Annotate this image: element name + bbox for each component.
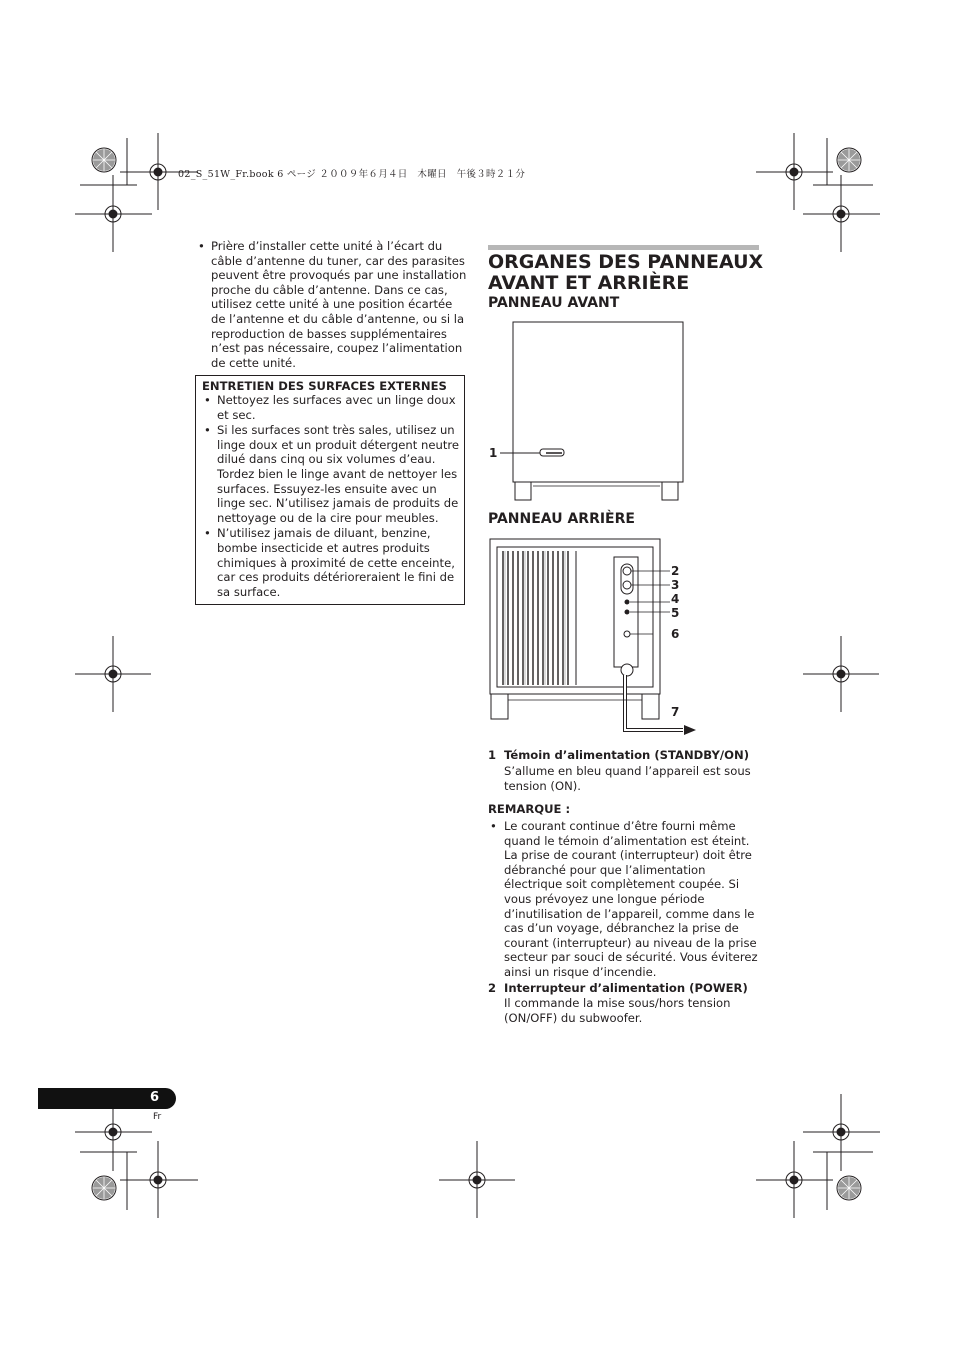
- installation-note: • Prière d’installer cette unité à l’écart du câble d’antenne du tuner, car des parasites peuvent être provoqués par une installation proche du câble d’antenne. Dans ce cas, utilisez cette unité à une position écartée de l’antenne et du câble d’antenne, ou si la reproduction de basses supplémentaires n’est pas nécessaire, coupez l’alimentation de cette unité.: [196, 239, 468, 370]
- rear-callout-3: 3: [671, 578, 680, 592]
- list-item: • N’utilisez jamais de diluant, benzine, bombe insecticide et autres produits chimiques à proximité de cette enceinte, car ces produits détérioreraient le fini de sa surface.: [202, 526, 460, 599]
- section-title: ORGANES DES PANNEAUX AVANT ET ARRIÈRE: [488, 251, 764, 294]
- rear-panel-heading: PANNEAU ARRIÈRE: [488, 511, 635, 527]
- section-rule: [488, 245, 759, 250]
- front-panel-diagram: [488, 320, 688, 505]
- rear-callout-6: 6: [671, 627, 680, 641]
- remarque-label: REMARQUE :: [488, 802, 571, 816]
- rear-callout-7: 7: [671, 705, 680, 719]
- left-column: [196, 239, 468, 370]
- item-1-description: S’allume en bleu quand l’appareil est sous tension (ON).: [504, 764, 751, 793]
- maintenance-box: [195, 375, 465, 605]
- file-info-header: 02_S_51W_Fr.book 6 ページ ２００９年６月４日 木曜日 午後３時２１分: [178, 169, 526, 180]
- item-2-title: Interrupteur d’alimentation (POWER): [504, 981, 748, 995]
- rear-callout-4: 4: [671, 592, 680, 606]
- remarque-list: [488, 819, 760, 980]
- front-callout-1: 1: [489, 446, 498, 460]
- rear-panel-diagram: [488, 537, 700, 737]
- list-item: • Nettoyez les surfaces avec un linge doux et sec.: [202, 393, 460, 422]
- list-item: • Si les surfaces sont très sales, utilisez un linge doux et un produit détergent neutre dilué dans cinq ou six volumes d’eau. Tordez bien le linge avant de nettoyer les surfaces. Essuyez-les ensuite avec un linge sec. N’utilisez jamais de produits de nettoyage ou de la cire pour meubles.: [202, 423, 460, 525]
- item-2-number: 2: [488, 981, 497, 995]
- rear-callout-5: 5: [671, 606, 680, 620]
- remarque-note: • Le courant continue d’être fourni même quand le témoin d’alimentation est éteint. La prise de courant (interrupteur) doit être débranché pour que l’alimentation électrique soit complètement coupée. Si vous prévoyez une longue période d’inutilisation de l’appareil, comme dans le cas d’un voyage, débranchez la prise de courant (interrupteur) au niveau de la prise secteur par souci de sécurité. Vous éviterez ainsi un risque d’incendie.: [488, 819, 760, 980]
- item-1-number: 1: [488, 748, 497, 762]
- maintenance-box-title: ENTRETIEN DES SURFACES EXTERNES: [202, 379, 447, 393]
- page-number: 6: [150, 1090, 160, 1105]
- front-panel-heading: PANNEAU AVANT: [488, 295, 620, 311]
- rear-callout-2: 2: [671, 564, 680, 578]
- item-2-description: Il commande la mise sous/hors tension (ON/OFF) du subwoofer.: [504, 996, 731, 1025]
- item-1-title: Témoin d’alimentation (STANDBY/ON): [504, 748, 749, 762]
- language-code: Fr: [153, 1112, 162, 1122]
- maintenance-list: [202, 393, 460, 600]
